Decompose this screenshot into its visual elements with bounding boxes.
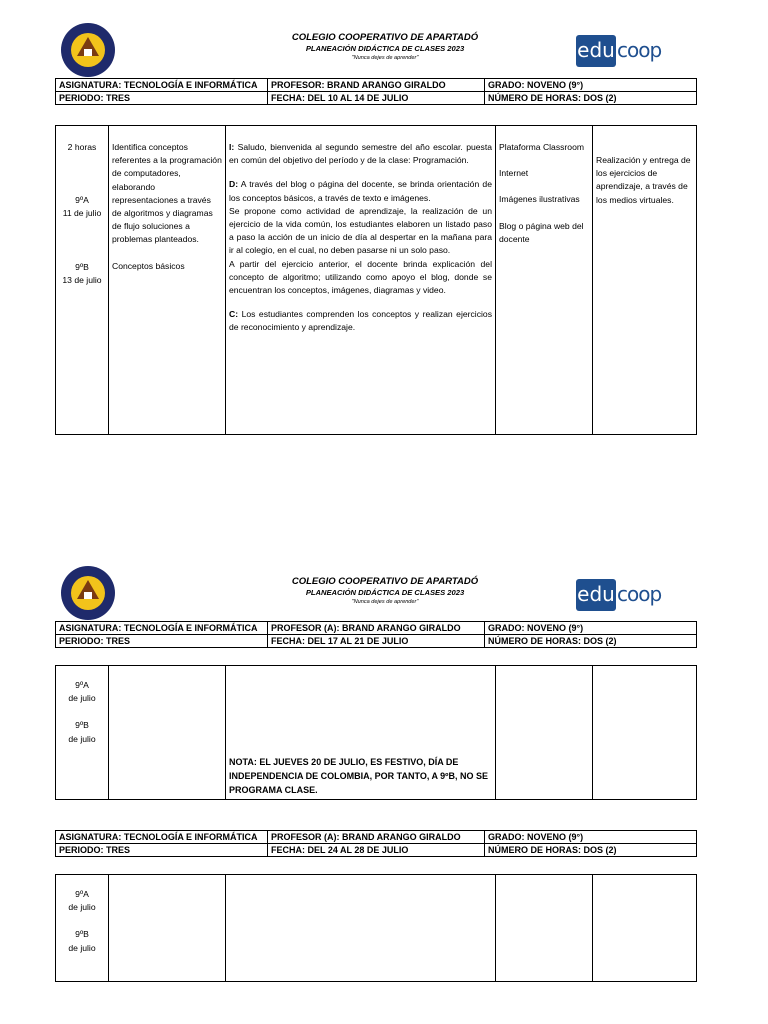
duration-cell xyxy=(56,126,109,435)
asignatura: ASIGNATURA: TECNOLOGÍA E INFORMÁTICA xyxy=(56,831,268,844)
fecha: FECHA: DEL 24 AL 28 DE JULIO xyxy=(268,844,485,857)
resources-cell xyxy=(496,875,593,982)
info-table-3 xyxy=(55,830,697,857)
after: A partir del ejercicio anterior, el docente brinda explicación del concepto de algoritmo; utilizando como apoyo el blog, donde se encuentran los conceptos, imágenes, diagramas y video. xyxy=(229,258,492,296)
objective-cell xyxy=(109,666,226,800)
group-b: 9ºB xyxy=(75,929,89,940)
activities-cell xyxy=(226,126,496,435)
brand-right: coop xyxy=(617,582,662,606)
school-crest-icon xyxy=(61,23,115,77)
date-a: de julio xyxy=(68,693,96,704)
school-logo xyxy=(61,566,115,620)
periodo: PERIODO: TRES xyxy=(56,844,268,857)
periodo: PERIODO: TRES xyxy=(56,635,268,648)
profesor: PROFESOR: BRAND ARANGO GIRALDO xyxy=(268,79,485,92)
group-a: 9ºA xyxy=(75,889,89,899)
asignatura: ASIGNATURA: TECNOLOGÍA E INFORMÁTICA xyxy=(56,622,268,635)
resource-1: Plataforma Classroom xyxy=(499,142,585,152)
info-table-2 xyxy=(55,621,697,648)
periodo: PERIODO: TRES xyxy=(56,92,268,105)
resources-cell xyxy=(496,666,593,800)
group-a: 9ºA xyxy=(75,680,89,690)
groups-cell xyxy=(56,875,109,982)
school-name: COLEGIO COOPERATIVO DE APARTADÓ xyxy=(291,576,479,587)
school-crest-icon xyxy=(61,566,115,620)
i-text: Saludo, bienvenida al segundo semestre del año escolar. puesta en común del objetivo del período y de la clase: Programación. xyxy=(229,142,492,166)
holiday-note: NOTA: EL JUEVES 20 DE JULIO, ES FESTIVO, DÍA DE INDEPENDENCIA DE COLOMBIA, POR TANTO, A 9ºB, NO SE PROGRAMA CLASE. xyxy=(229,757,488,795)
horas: NÚMERO DE HORAS: DOS (2) xyxy=(485,635,697,648)
plan-table-1 xyxy=(55,125,697,435)
plan-table-3 xyxy=(55,874,697,982)
plan-title: PLANEACIÓN DIDÁCTICA DE CLASES 2023 xyxy=(305,588,465,597)
date-b: 13 de julio xyxy=(62,274,102,285)
resource-4: Blog o página web del docente xyxy=(499,220,584,244)
c-label: C: xyxy=(229,309,239,320)
grado: GRADO: NOVENO (9°) xyxy=(485,831,697,844)
date-b: de julio xyxy=(68,733,96,744)
school-logo xyxy=(61,23,115,77)
objective: Identifica conceptos referentes a la programación de computadores, elaborando representaciones a través de algoritmos y diagramas de flujo soluciones a problemas planteados. xyxy=(112,142,222,245)
plan-title: PLANEACIÓN DIDÁCTICA DE CLASES 2023 xyxy=(305,44,465,53)
fecha: FECHA: DEL 10 AL 14 DE JULIO xyxy=(268,92,485,105)
profesor: PROFESOR (A): BRAND ARANGO GIRALDO xyxy=(268,831,485,844)
school-header xyxy=(230,576,540,605)
brand-left: edu xyxy=(576,579,616,611)
date-a: de julio xyxy=(68,902,96,913)
motto: "Nunca dejes de aprender" xyxy=(351,55,419,61)
school-name: COLEGIO COOPERATIVO DE APARTADÓ xyxy=(291,32,479,43)
horas: NÚMERO DE HORAS: DOS (2) xyxy=(485,844,697,857)
fecha: FECHA: DEL 17 AL 21 DE JULIO xyxy=(268,635,485,648)
info-table-1 xyxy=(55,78,697,105)
evaluation-cell xyxy=(593,875,697,982)
groups-cell xyxy=(56,666,109,800)
d-text: A través del blog o página del docente, se brinda orientación de los conceptos básicos, a través de texto e imágenes. xyxy=(229,179,492,203)
educoop-logo xyxy=(576,579,660,613)
asignatura: ASIGNATURA: TECNOLOGÍA E INFORMÁTICA xyxy=(56,79,268,92)
concepts: Conceptos básicos xyxy=(112,260,185,271)
plan-table-2 xyxy=(55,665,697,800)
group-b: 9ºB xyxy=(75,720,89,731)
grado: GRADO: NOVENO (9°) xyxy=(485,622,697,635)
horas: NÚMERO DE HORAS: DOS (2) xyxy=(485,92,697,105)
activities-cell xyxy=(226,875,496,982)
activities-cell xyxy=(226,666,496,800)
duration: 2 horas xyxy=(67,142,97,152)
resource-2: Internet xyxy=(499,168,529,179)
i-label: I: xyxy=(229,142,235,152)
evaluation: Realización y entrega de los ejercicios de aprendizaje, a través de los medios virtuales. xyxy=(596,155,691,205)
motto: "Nunca dejes de aprender" xyxy=(351,599,419,605)
brand-right: coop xyxy=(617,38,662,62)
d-label: D: xyxy=(229,179,239,190)
resource-3: Imágenes ilustrativas xyxy=(499,194,580,205)
objective-cell xyxy=(109,875,226,982)
date-a: 11 de julio xyxy=(62,208,102,219)
date-b: de julio xyxy=(68,942,96,953)
c-text: Los estudiantes comprenden los conceptos y realizan ejercicios de reconocimiento y aprendizaje. xyxy=(229,309,492,333)
profesor: PROFESOR (A): BRAND ARANGO GIRALDO xyxy=(268,622,485,635)
group-b: 9ºB xyxy=(75,261,89,272)
group-a: 9ºA xyxy=(75,195,89,206)
educoop-logo xyxy=(576,35,660,69)
school-header xyxy=(230,32,540,61)
evaluation-cell xyxy=(593,666,697,800)
evaluation-cell xyxy=(593,126,697,435)
brand-left: edu xyxy=(576,35,616,67)
activity: Se propone como actividad de aprendizaje, la realización de un ejercicio de la vida común, los estudiantes elaboren un listado paso a paso la acción de un inicio de día al despertar en la mañana para ir al colegio, en el cual, no deben pasarse ni un solo paso. xyxy=(229,205,492,256)
objective-cell xyxy=(109,126,226,435)
grado: GRADO: NOVENO (9°) xyxy=(485,79,697,92)
resources-cell xyxy=(496,126,593,435)
